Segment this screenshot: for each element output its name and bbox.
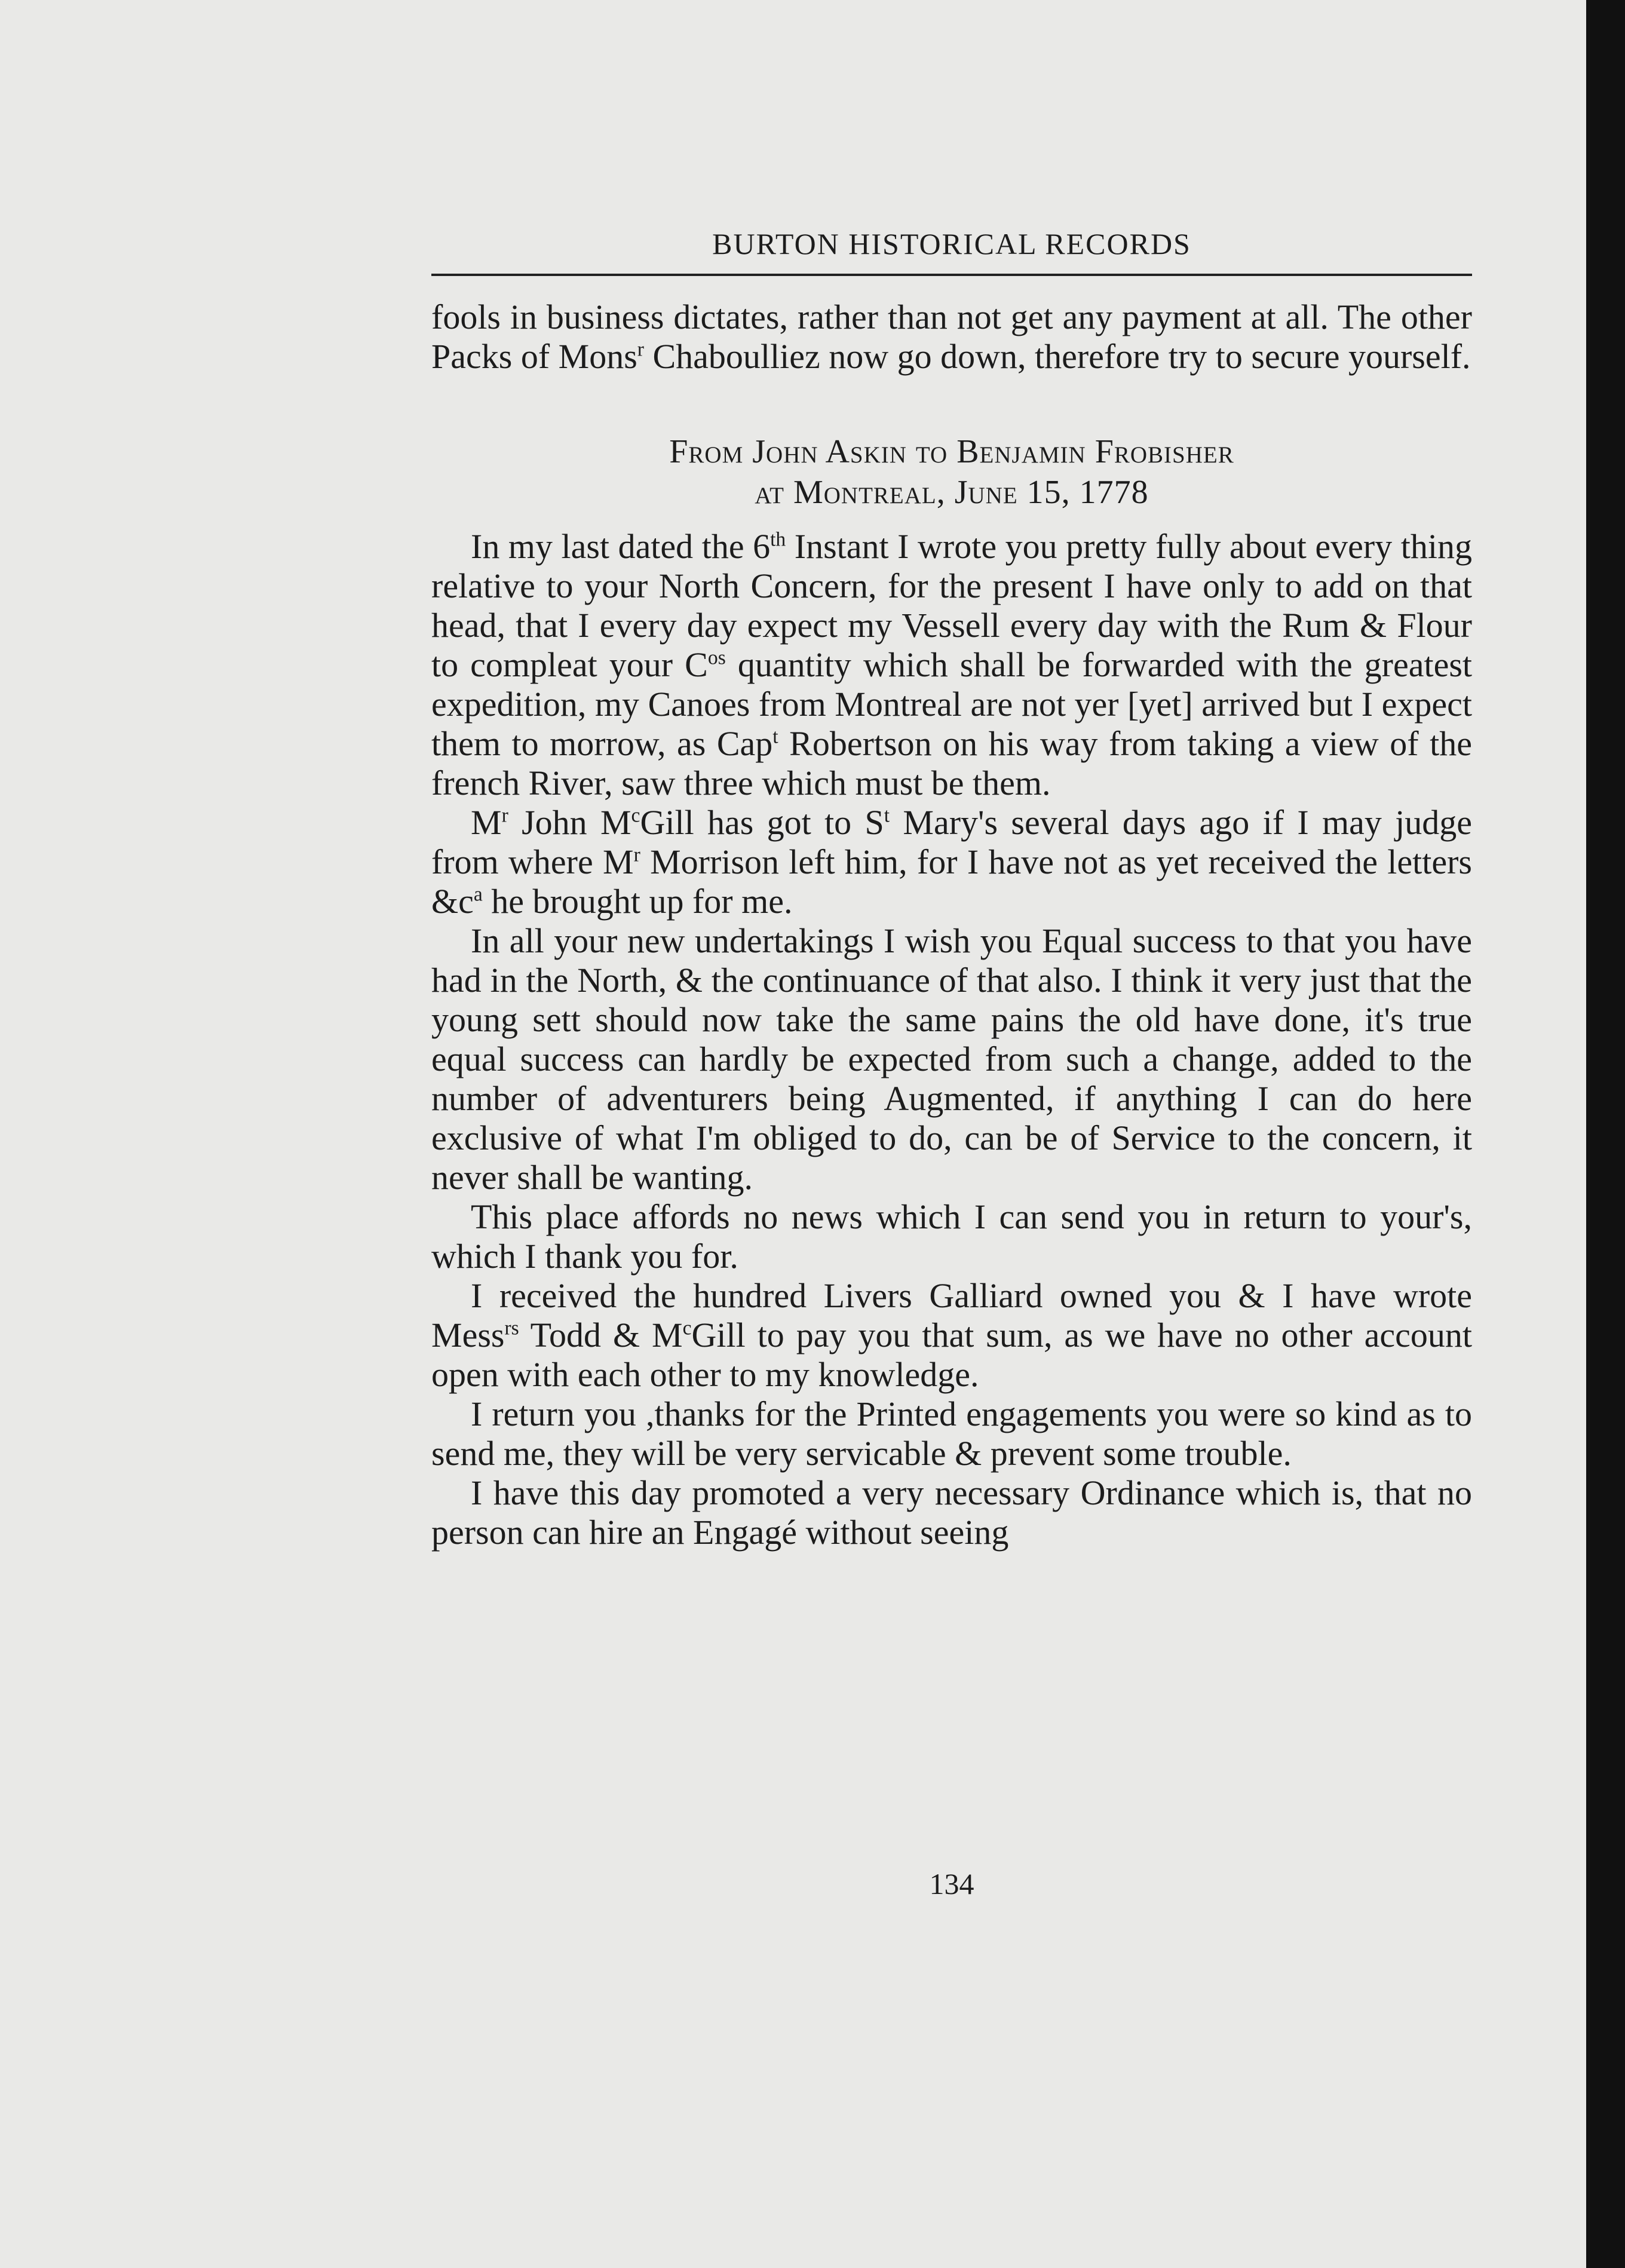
running-head: BURTON HISTORICAL RECORDS: [712, 227, 1191, 260]
paragraph-3: In all your new undertakings I wish you Equal success to that you have had in the North, & the continuance of that also. I think it very just that the young sett should now take the same pains the old have done, it's true equal success can hardly be expected from such a change, added to the number of adventurers being Augmented, if anything I can do here exclusive of what I'm obliged to do, can be of Service to the concern, it never shall be wanting.: [431, 921, 1472, 1197]
letter-heading-line-1: From John Askin to Benjamin Frobisher: [669, 433, 1234, 470]
paragraph-2: $M^r$ John $M^cGill$ has got to $S^t$ Mary's several days ago if I may judge from where $M^r$ Morrison left him, for I have not as yet received the letters $\&c^a$ he brought up for me.: [431, 803, 1472, 921]
body-text: [431, 298, 1472, 1552]
continued-paragraph: fools in business dictates, rather than not get any payment at all. The other Packs of Mons$^r$ Chaboulliez now go down, therefore try to secure yourself.: [431, 298, 1472, 376]
paragraph-5: I received the hundred Livers Galliard owned you & I have wrote Mess$^{rs}$ Todd & $M^cGill$ to pay you that sum, as we have no other account open with each other to my knowledge.: [431, 1276, 1472, 1394]
scan-edge: [1586, 0, 1625, 2268]
paragraph-1: In my last dated the 6th Instant I wrote you pretty fully about every thing relative to your North Concern, for the present I have only to add on that head, that I every day expect my Vessell every day with the Rum & Flour to compleat your $C^{os}$ quantity which shall be forwarded with the greatest expedition, my Canoes from Montreal are not yer [yet] arrived but I expect them to morrow, as Cap$^t$ Robertson on his way from taking a view of the french River, saw three which must be them.: [431, 527, 1473, 802]
letter-heading: [431, 431, 1472, 513]
paragraph-4: This place affords no news which I can send you in return to your's, which I thank you for.: [431, 1197, 1472, 1276]
letter-heading-line-2: at Montreal, June 15, 1778: [755, 474, 1149, 511]
page-number: 134: [929, 1867, 974, 1901]
paragraph-7: I have this day promoted a very necessary Ordinance which is, that no person can hire an Engagé without seeing: [431, 1473, 1472, 1552]
paragraph-6: I return you ,thanks for the Printed engagements you were so kind as to send me, they will be very servicable & prevent some trouble.: [431, 1394, 1472, 1473]
page-header: [431, 220, 1472, 276]
